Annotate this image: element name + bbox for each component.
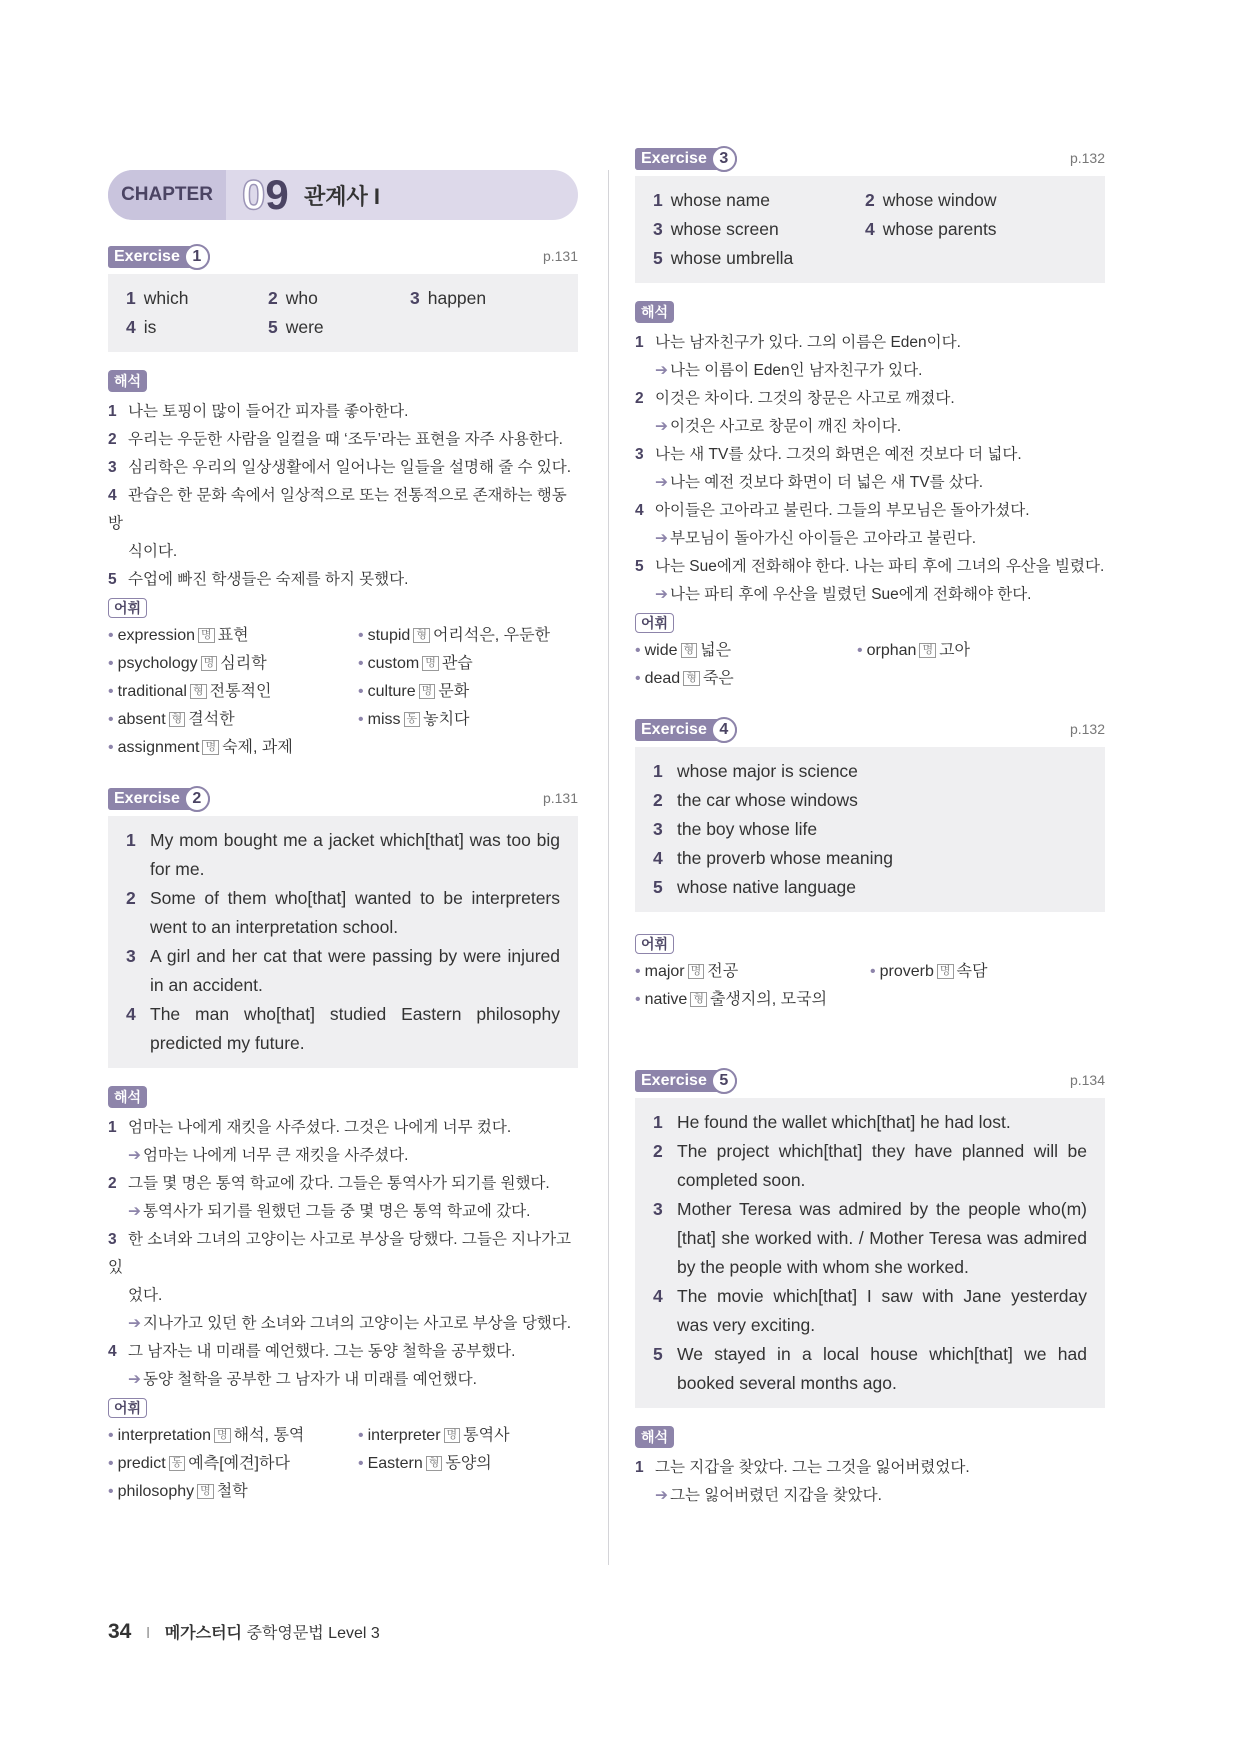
translation-item	[635, 441, 1105, 497]
part-of-speech: 형	[690, 992, 707, 1007]
answer-text: My mom bought me a jacket which[that] was too big for me.	[150, 830, 560, 879]
answer-item	[126, 884, 560, 942]
exercise-tag: Exercise 3	[635, 148, 737, 170]
vocab-word: absent	[117, 711, 166, 728]
part-of-speech: 명	[214, 1428, 231, 1443]
answer-number: 5	[268, 317, 278, 337]
footer-separator: I	[145, 1625, 151, 1642]
translation-number: 1	[108, 403, 117, 420]
answer-item	[653, 1108, 1087, 1137]
exercise-tag: Exercise 5	[635, 1070, 737, 1092]
answer-number: 4	[653, 848, 663, 868]
translation-text: 그는 지갑을 찾았다. 그는 그것을 잃어버렸었다.	[655, 1459, 970, 1476]
exercise-1-vocab	[108, 622, 578, 762]
combined-text: 나는 예전 것보다 화면이 더 넓은 새 TV를 샀다.	[670, 474, 984, 491]
translation-line	[635, 329, 1105, 357]
answer-number: 2	[653, 790, 663, 810]
vocab-meaning: 문화	[438, 683, 470, 700]
chapter-header	[108, 170, 578, 220]
translation-line	[108, 1338, 578, 1366]
part-of-speech: 동	[404, 712, 421, 727]
vocab-word: wide	[644, 642, 678, 659]
translation-line	[108, 426, 578, 454]
vocab-meaning: 관습	[441, 655, 473, 672]
translation-tag: 해석	[635, 1426, 674, 1448]
answer-item	[653, 815, 1087, 844]
vocabulary-tag: 어휘	[108, 1398, 147, 1418]
vocab-item	[108, 1422, 358, 1450]
answer-item	[126, 1000, 560, 1058]
answer-text: the proverb whose meaning	[677, 848, 893, 868]
translation-combined	[635, 525, 1105, 553]
answer-text: whose umbrella	[670, 248, 794, 268]
chapter-label: CHAPTER	[108, 170, 226, 220]
arrow-icon: ➔	[655, 418, 668, 435]
answer-text: whose native language	[677, 877, 857, 897]
answer-text: the boy whose life	[677, 819, 818, 839]
vocab-meaning: 고아	[939, 642, 970, 659]
vocab-item	[358, 622, 578, 650]
page-ref: p.132	[1069, 150, 1105, 166]
translation-line	[108, 566, 578, 594]
answer-text: Mother Teresa was admired by the people who(m) [that] she worked with. / Mother Teresa was admired by the people with whom she worked.	[677, 1199, 1087, 1277]
answer-item	[268, 284, 410, 313]
exercise-3-vocab	[635, 637, 1105, 693]
page-ref: p.131	[542, 248, 578, 264]
part-of-speech: 형	[413, 628, 430, 643]
translation-number: 4	[108, 487, 117, 504]
vocab-item	[870, 958, 1090, 986]
vocab-word: dead	[644, 670, 681, 687]
answer-text: whose parents	[882, 219, 997, 239]
left-column	[108, 170, 578, 1532]
combined-text: 통역사가 되기를 원했던 그들 중 몇 명은 통역 학교에 갔다.	[143, 1203, 531, 1220]
translation-item	[108, 426, 578, 454]
translation-line	[108, 1170, 578, 1198]
translation-item	[108, 398, 578, 426]
answer-number: 5	[653, 1344, 663, 1364]
answer-number: 1	[653, 190, 663, 210]
answer-item	[653, 844, 1087, 873]
translation-continuation: 식이다.	[128, 543, 178, 560]
answer-item	[126, 284, 268, 313]
vocabulary-tag: 어휘	[635, 934, 674, 954]
exercise-4-answers	[635, 747, 1105, 912]
vocab-item	[358, 650, 578, 678]
translation-number: 2	[108, 431, 117, 448]
footer-brand: 메가스터디	[164, 1625, 242, 1642]
exercise-tag: Exercise 2	[108, 788, 210, 810]
vocab-item	[108, 1478, 358, 1506]
translation-combined	[108, 1366, 578, 1394]
vocab-meaning: 놓치다	[423, 711, 470, 728]
exercise-tag: Exercise 4	[635, 719, 737, 741]
exercise-5-answers	[635, 1098, 1105, 1408]
answer-text: He found the wallet which[that] he had lost.	[677, 1112, 1011, 1132]
page-ref: p.131	[542, 790, 578, 806]
vocab-meaning: 통역사	[463, 1427, 510, 1444]
answer-item	[410, 284, 552, 313]
part-of-speech: 명	[201, 656, 218, 671]
answer-number: 2	[268, 288, 278, 308]
answer-text: A girl and her cat that were passing by were injured in an accident.	[150, 946, 560, 995]
chapter-title: 관계사 I	[304, 184, 380, 209]
answer-item	[126, 826, 560, 884]
exercise-3-answers	[635, 176, 1105, 283]
vocabulary-tag: 어휘	[108, 598, 147, 618]
vocab-word: interpreter	[367, 1427, 441, 1444]
combined-text: 엄마는 나에게 너무 큰 재킷을 사주셨다.	[143, 1147, 409, 1164]
vocab-item	[635, 958, 870, 986]
vocab-meaning: 예측[예견]하다	[188, 1455, 290, 1472]
exercise-5-translation	[635, 1454, 1105, 1510]
translation-item	[108, 566, 578, 594]
arrow-icon: ➔	[655, 362, 668, 379]
part-of-speech: 형	[426, 1456, 443, 1471]
page-number: 34	[108, 1620, 132, 1643]
translation-item	[108, 1170, 578, 1226]
answer-text: Some of them who[that] wanted to be interpreters went to an interpretation school.	[150, 888, 560, 937]
translation-line	[635, 1454, 1105, 1482]
translation-number: 3	[108, 459, 117, 476]
vocab-word: Eastern	[367, 1455, 423, 1472]
translation-text: 관습은 한 문화 속에서 일상적으로 또는 전통적으로 존재하는 행동 방	[108, 487, 567, 532]
exercise-3-header	[635, 148, 1105, 176]
translation-line	[635, 385, 1105, 413]
translation-item	[635, 329, 1105, 385]
vocab-item	[108, 734, 358, 762]
answer-text: which	[143, 288, 189, 308]
translation-combined	[635, 357, 1105, 385]
translation-combined	[635, 581, 1105, 609]
vocab-meaning: 죽은	[702, 670, 734, 687]
translation-number: 5	[635, 558, 644, 575]
answer-item	[865, 186, 1077, 215]
vocab-word: stupid	[367, 627, 411, 644]
answer-number: 1	[653, 761, 663, 781]
answer-item	[865, 215, 1077, 244]
translation-combined	[635, 413, 1105, 441]
vocab-meaning: 전통적인	[209, 683, 272, 700]
arrow-icon: ➔	[128, 1203, 141, 1220]
vocab-item	[108, 650, 358, 678]
answer-text: who	[285, 288, 318, 308]
part-of-speech: 형	[683, 671, 700, 686]
answer-number: 2	[865, 190, 875, 210]
translation-combined	[108, 1142, 578, 1170]
answer-item	[653, 1282, 1087, 1340]
exercise-2-translation	[108, 1114, 578, 1394]
translation-item	[635, 1454, 1105, 1510]
combined-text: 그는 잃어버렸던 지갑을 찾았다.	[670, 1487, 882, 1504]
combined-text: 지나가고 있던 한 소녀와 그녀의 고양이는 사고로 부상을 당했다.	[143, 1315, 572, 1332]
answer-number: 1	[126, 830, 136, 850]
vocab-item	[108, 1450, 358, 1478]
vocab-item	[108, 706, 358, 734]
part-of-speech: 명	[419, 684, 436, 699]
vocab-item	[358, 1450, 578, 1478]
answer-number: 1	[126, 288, 136, 308]
answer-item	[653, 1195, 1087, 1282]
translation-line	[635, 497, 1105, 525]
vocab-word: expression	[117, 627, 195, 644]
vocab-word: culture	[367, 683, 416, 700]
vocab-item	[635, 637, 857, 665]
translation-continuation: 었다.	[128, 1287, 163, 1304]
vocab-word: custom	[367, 655, 420, 672]
vocab-item	[358, 1422, 578, 1450]
vocab-item	[108, 678, 358, 706]
answer-item	[268, 313, 410, 342]
part-of-speech: 형	[190, 684, 207, 699]
vocab-word: orphan	[866, 642, 917, 659]
vocab-meaning: 표현	[217, 627, 249, 644]
part-of-speech: 명	[422, 656, 439, 671]
combined-text: 이것은 사고로 창문이 깨진 차이다.	[670, 418, 902, 435]
exercise-1-answers	[108, 274, 578, 352]
exercise-4-vocab	[635, 958, 1105, 1014]
translation-tag: 해석	[635, 301, 674, 323]
vocab-meaning: 동양의	[445, 1455, 492, 1472]
translation-item	[108, 454, 578, 482]
answer-text: whose name	[670, 190, 770, 210]
arrow-icon: ➔	[655, 530, 668, 547]
translation-line	[108, 454, 578, 482]
part-of-speech: 명	[688, 964, 705, 979]
translation-item	[108, 1226, 578, 1338]
exercise-2-vocab	[108, 1422, 578, 1506]
answer-item	[653, 757, 1087, 786]
answer-number: 3	[653, 1199, 663, 1219]
vocab-meaning: 숙제, 과제	[222, 739, 293, 756]
answer-number: 3	[653, 219, 663, 239]
translation-text: 아이들은 고아라고 불린다. 그들의 부모님은 돌아가셨다.	[655, 502, 1030, 519]
translation-number: 3	[635, 446, 644, 463]
vocab-word: interpretation	[117, 1427, 211, 1444]
vocab-item	[857, 637, 1077, 665]
combined-text: 나는 이름이 Eden인 남자친구가 있다.	[670, 362, 923, 379]
translation-item	[108, 482, 578, 566]
part-of-speech: 명	[198, 628, 215, 643]
vocabulary-tag: 어휘	[635, 613, 674, 633]
answer-text: were	[285, 317, 324, 337]
translation-number: 3	[108, 1231, 117, 1248]
right-column	[635, 148, 1105, 1510]
translation-line	[108, 1226, 578, 1282]
exercise-tag: Exercise 1	[108, 246, 210, 268]
vocab-item	[635, 665, 857, 693]
answer-text: the car whose windows	[677, 790, 858, 810]
vocab-word: miss	[367, 711, 401, 728]
vocab-item	[358, 678, 578, 706]
answer-text: The movie which[that] I saw with Jane yesterday was very exciting.	[677, 1286, 1087, 1335]
vocab-meaning: 해석, 통역	[233, 1427, 305, 1444]
vocab-meaning: 전공	[707, 963, 739, 980]
vocab-meaning: 속담	[956, 963, 988, 980]
translation-line	[635, 441, 1105, 469]
answer-text: whose screen	[670, 219, 779, 239]
answer-number: 2	[126, 888, 136, 908]
column-divider	[608, 170, 609, 1565]
translation-line	[108, 482, 578, 538]
footer-book-title: 중학영문법 Level 3	[246, 1625, 380, 1642]
arrow-icon: ➔	[128, 1147, 141, 1164]
arrow-icon: ➔	[128, 1315, 141, 1332]
vocab-word: psychology	[117, 655, 198, 672]
answer-text: The project which[that] they have planned will be completed soon.	[677, 1141, 1087, 1190]
vocab-word: predict	[117, 1455, 166, 1472]
vocab-word: traditional	[117, 683, 187, 700]
translation-number: 1	[108, 1119, 117, 1136]
exercise-1-translation	[108, 398, 578, 594]
translation-item	[635, 385, 1105, 441]
vocab-meaning: 넓은	[700, 642, 732, 659]
answer-number: 5	[653, 248, 663, 268]
answer-number: 4	[126, 317, 136, 337]
arrow-icon: ➔	[655, 1487, 668, 1504]
combined-text: 동양 철학을 공부한 그 남자가 내 미래를 예언했다.	[143, 1371, 477, 1388]
answer-text: is	[143, 317, 157, 337]
answer-item	[653, 215, 865, 244]
arrow-icon: ➔	[655, 474, 668, 491]
part-of-speech: 명	[937, 964, 954, 979]
vocab-meaning: 어리석은, 우둔한	[432, 627, 551, 644]
answer-item	[126, 313, 268, 342]
vocab-word: major	[644, 963, 685, 980]
translation-tag: 해석	[108, 370, 147, 392]
translation-line	[635, 553, 1105, 581]
page-ref: p.134	[1069, 1072, 1105, 1088]
part-of-speech: 형	[169, 712, 186, 727]
exercise-4-header	[635, 719, 1105, 747]
translation-text: 이것은 차이다. 그것의 창문은 사고로 깨졌다.	[655, 390, 955, 407]
vocab-item	[108, 622, 358, 650]
translation-number: 2	[635, 390, 644, 407]
answer-text: The man who[that] studied Eastern philosophy predicted my future.	[150, 1004, 560, 1053]
answer-number: 3	[653, 819, 663, 839]
combined-text: 나는 파티 후에 우산을 빌렸던 Sue에게 전화해야 한다.	[670, 586, 1032, 603]
page-ref: p.132	[1069, 721, 1105, 737]
vocab-word: proverb	[879, 963, 934, 980]
translation-text: 나는 남자친구가 있다. 그의 이름은 Eden이다.	[655, 334, 961, 351]
translation-text: 나는 Sue에게 전화해야 한다. 나는 파티 후에 그녀의 우산을 빌렸다.	[655, 558, 1105, 575]
vocab-meaning: 출생지의, 모국의	[709, 991, 828, 1008]
chapter-number: 09	[242, 171, 289, 218]
vocab-word: native	[644, 991, 688, 1008]
vocab-meaning: 결석한	[188, 711, 235, 728]
exercise-3-translation	[635, 329, 1105, 609]
part-of-speech: 동	[169, 1456, 186, 1471]
translation-item	[108, 1114, 578, 1170]
answer-number: 4	[653, 1286, 663, 1306]
page-footer	[108, 1620, 380, 1644]
answer-number: 4	[865, 219, 875, 239]
vocab-word: philosophy	[117, 1483, 195, 1500]
vocab-item	[358, 706, 578, 734]
translation-number: 4	[635, 502, 644, 519]
exercise-2-header	[108, 788, 578, 816]
answer-number: 1	[653, 1112, 663, 1132]
translation-number: 5	[108, 571, 117, 588]
translation-number: 1	[635, 334, 644, 351]
translation-item	[635, 497, 1105, 553]
part-of-speech: 명	[444, 1428, 461, 1443]
answer-text: happen	[427, 288, 487, 308]
translation-combined	[108, 1198, 578, 1226]
translation-text: 나는 토핑이 많이 들어간 피자를 좋아한다.	[128, 403, 409, 420]
translation-text: 우리는 우둔한 사람을 일컬을 때 ‘조두’라는 표현을 자주 사용한다.	[128, 431, 563, 448]
arrow-icon: ➔	[655, 586, 668, 603]
translation-text: 그 남자는 내 미래를 예언했다. 그는 동양 철학을 공부했다.	[128, 1343, 516, 1360]
vocab-item	[635, 986, 870, 1014]
answer-text: whose window	[882, 190, 997, 210]
translation-number: 4	[108, 1343, 117, 1360]
part-of-speech: 형	[681, 643, 698, 658]
translation-text: 나는 새 TV를 샀다. 그것의 화면은 예전 것보다 더 넓다.	[655, 446, 1022, 463]
answer-item	[653, 1340, 1087, 1398]
translation-text: 심리학은 우리의 일상생활에서 일어나는 일들을 설명해 줄 수 있다.	[128, 459, 572, 476]
translation-line	[108, 1114, 578, 1142]
vocab-word: assignment	[117, 739, 200, 756]
arrow-icon: ➔	[128, 1371, 141, 1388]
answer-text: We stayed in a local house which[that] we had booked several months ago.	[677, 1344, 1087, 1393]
translation-combined	[635, 469, 1105, 497]
part-of-speech: 명	[197, 1484, 214, 1499]
combined-text: 부모님이 돌아가신 아이들은 고아라고 불린다.	[670, 530, 977, 547]
answer-number: 3	[126, 946, 136, 966]
translation-tag: 해석	[108, 1086, 147, 1108]
answer-item	[126, 942, 560, 1000]
translation-item	[635, 553, 1105, 609]
translation-combined	[108, 1310, 578, 1338]
part-of-speech: 명	[202, 740, 219, 755]
answer-number: 4	[126, 1004, 136, 1024]
answer-item	[653, 244, 865, 273]
exercise-5-header	[635, 1070, 1105, 1098]
answer-text: whose major is science	[677, 761, 858, 781]
exercise-2-answers	[108, 816, 578, 1068]
answer-item	[653, 186, 865, 215]
translation-text: 수업에 빠진 학생들은 숙제를 하지 못했다.	[128, 571, 409, 588]
answer-item	[653, 873, 1087, 902]
translation-combined	[635, 1482, 1105, 1510]
translation-item	[108, 1338, 578, 1394]
part-of-speech: 명	[919, 643, 936, 658]
translation-text: 한 소녀와 그녀의 고양이는 사고로 부상을 당했다. 그들은 지나가고 있	[108, 1231, 572, 1276]
answer-number: 3	[410, 288, 420, 308]
vocab-meaning: 철학	[216, 1483, 248, 1500]
answer-item	[653, 786, 1087, 815]
translation-line	[108, 398, 578, 426]
translation-number: 2	[108, 1175, 117, 1192]
translation-text: 엄마는 나에게 재킷을 사주셨다. 그것은 나에게 너무 컸다.	[128, 1119, 512, 1136]
answer-number: 2	[653, 1141, 663, 1161]
answer-number: 5	[653, 877, 663, 897]
translation-number: 1	[635, 1459, 644, 1476]
vocab-meaning: 심리학	[220, 655, 267, 672]
translation-text: 그들 몇 명은 통역 학교에 갔다. 그들은 통역사가 되기를 원했다.	[128, 1175, 550, 1192]
exercise-1-header	[108, 246, 578, 274]
answer-item	[653, 1137, 1087, 1195]
